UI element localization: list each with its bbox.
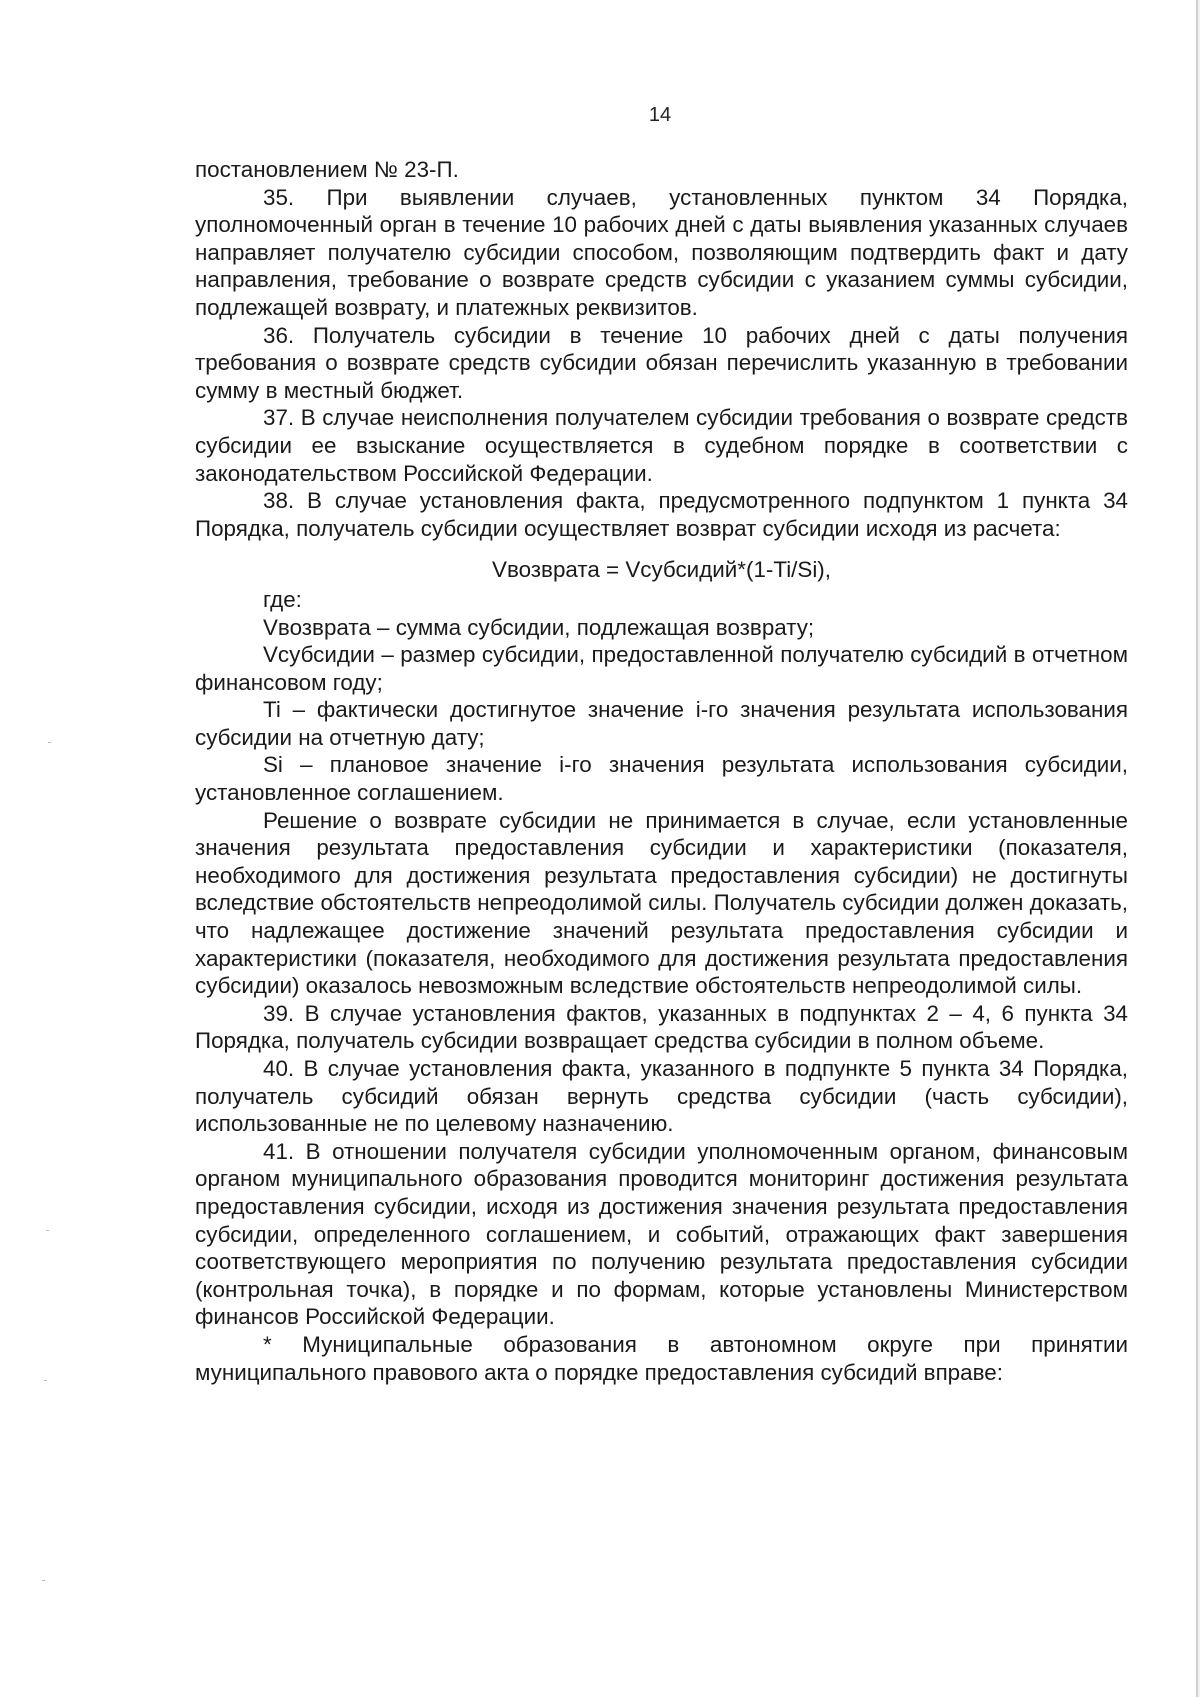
scan-artifact [46,1230,49,1231]
scan-artifact [48,742,51,743]
paragraph-continuation: постановлением № 23-П. [195,157,459,182]
paragraph-40: 40. В случае установления факта, указанного в подпункте 5 пункта 34 Порядка, получатель субсидий обязан вернуть средства субсидии (часть субсидии), использованные не по целевому назначению. [195,1056,1128,1137]
scan-artifact [44,1380,47,1381]
definition-v-subsidy: Vсубсидии – размер субсидии, предоставленной получателю субсидий в отчетном финансовом году; [195,642,1128,695]
paragraph-38: 38. В случае установления факта, предусмотренного подпунктом 1 пункта 34 Порядка, получатель субсидии осуществляет возврат субсидии исходя из расчета: [195,488,1128,541]
document-body [195,156,1128,1386]
return-formula: Vвозврата = Vсубсидий*(1-Ti/Si), [492,557,831,583]
scan-artifact [42,1580,45,1581]
footnote-paragraph: * Муниципальные образования в автономном округе при принятии муниципального правового акта о порядке предоставления субсидий вправе: [195,1331,1128,1385]
paragraph-35: 35. При выявлении случаев, установленных пунктом 34 Порядка, уполномоченный орган в течение 10 рабочих дней с даты выявления указанных случаев направляет получателю субсидии способом, позволяющим подтвердить факт и дату направления, требование о возврате средств субсидии с указанием суммы субсидии, подлежащей возврату, и платежных реквизитов. [195,184,1128,320]
paragraph-41: 41. В отношении получателя субсидии уполномоченным органом, финансовым органом муниципального образования проводится мониторинг достижения результата предоставления субсидии, исходя из достижения значения результата предоставления субсидии, определенного соглашением, и событий, отражающих факт завершения соответствующего мероприятия по получению результата предоставления субсидии (контрольная точка), в порядке и по формам, которые установлены Министерством финансов Российской Федерации. [195,1138,1128,1330]
paragraph-37: 37. В случае неисполнения получателем субсидии требования о возврате средств субсидии ее взыскание осуществляется в судебном порядке в соответствии с законодательством Российской Федерации. [195,405,1128,486]
where-label: где: [263,586,302,612]
definition-v-return: Vвозврата – сумма субсидии, подлежащая возврату; [263,614,815,640]
page-number: 14 [648,104,672,126]
definition-ti: Ti – фактически достигнутое значение i-го значения результата использования субсидии на отчетную дату; [195,697,1128,750]
paragraph-39: 39. В случае установления фактов, указанных в подпунктах 2 – 4, 6 пункта 34 Порядка, получатель субсидии возвращает средства субсидии в полном объеме. [195,1000,1128,1054]
paragraph-36: 36. Получатель субсидии в течение 10 рабочих дней с даты получения требования о возврате средств субсидии обязан перечислить указанную в требовании сумму в местный бюджет. [195,322,1128,403]
paragraph-decision: Решение о возврате субсидии не принимается в случае, если установленные значения результата предоставления субсидии и характеристики (показателя, необходимого для достижения результата предоставления субсидии) не достигнуты вследствие обстоятельств непреодолимой силы. Получатель субсидии должен доказать, что надлежащее достижение значений результата предоставления субсидии и характеристики (показателя, необходимого для достижения результата предоставления субсидии) оказалось невозможным вследствие обстоятельств непреодолимой силы. [195,807,1128,999]
definition-si: Si – плановое значение i-го значения результата использования субсидии, установленное соглашением. [195,752,1128,806]
